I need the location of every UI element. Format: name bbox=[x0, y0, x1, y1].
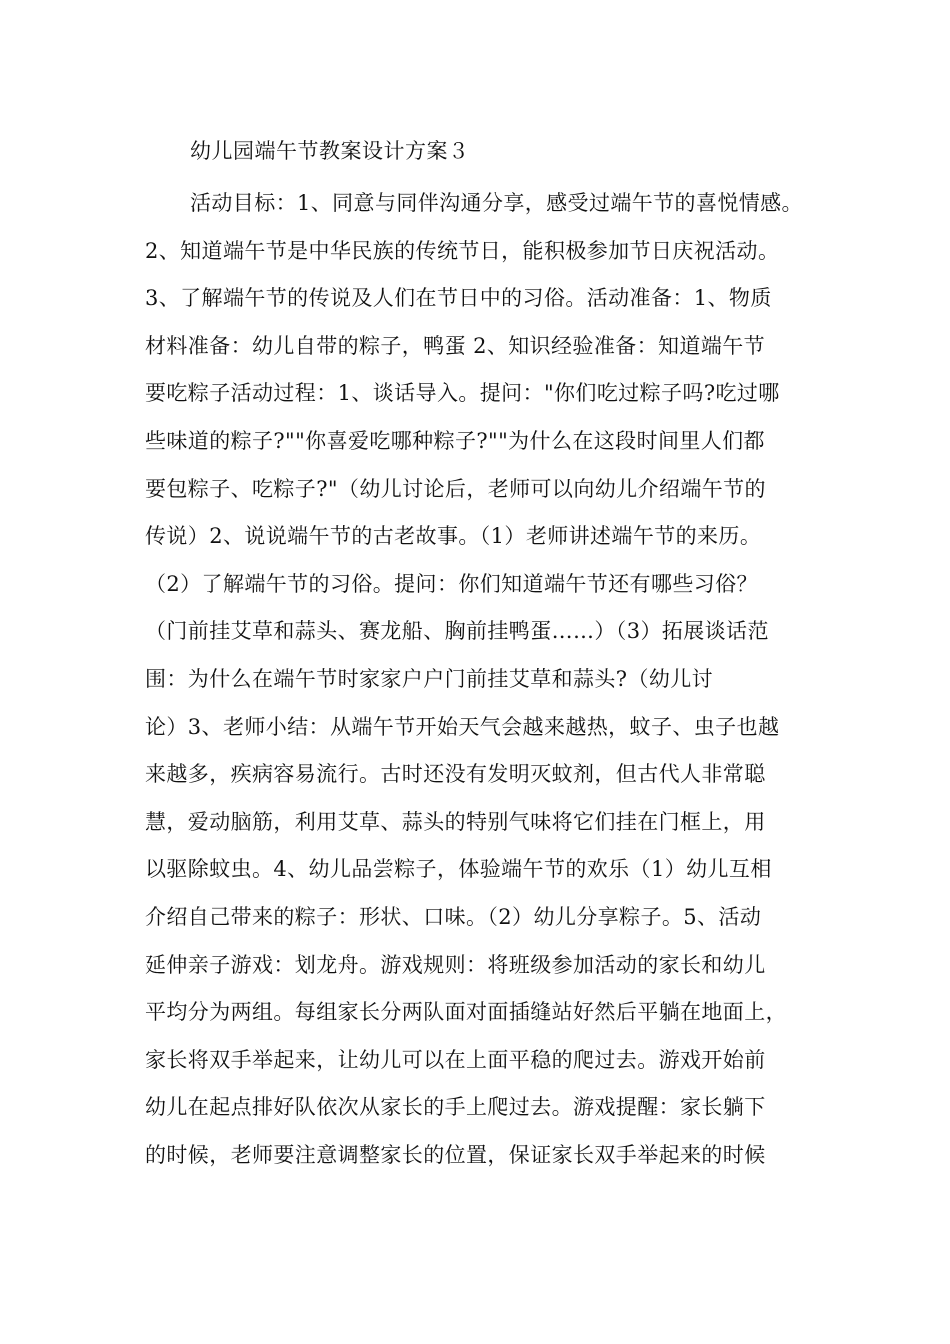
body-line: 材料准备：幼儿自带的粽子，鸭蛋 2、知识经验准备：知道端午节 bbox=[145, 333, 766, 358]
body-line: 的时候，老师要注意调整家长的位置，保证家长双手举起来的时候 bbox=[145, 1142, 766, 1167]
body-line: 平均分为两组。每组家长分两队面对面插缝站好然后平躺在地面上， bbox=[145, 1000, 787, 1025]
body-line: 延伸亲子游戏：划龙舟。游戏规则：将班级参加活动的家长和幼儿 bbox=[145, 952, 766, 977]
body-line: 3、了解端午节的传说及人们在节日中的习俗。活动准备：1、物质 bbox=[145, 286, 772, 311]
body-line: 论）3、老师小结：从端午节开始天气会越来越热，蚊子、虫子也越 bbox=[145, 714, 780, 739]
body-line: 些味道的粽子?""你喜爱吃哪种粽子?""为什么在这段时间里人们都 bbox=[145, 428, 765, 453]
body-line: 围：为什么在端午节时家家户户门前挂艾草和蒜头?（幼儿讨 bbox=[145, 666, 714, 691]
document-body bbox=[145, 180, 825, 1179]
body-line: 要包粽子、吃粽子?"（幼儿讨论后，老师可以向幼儿介绍端午节的 bbox=[145, 476, 766, 501]
body-line: 来越多，疾病容易流行。古时还没有发明灭蚊剂，但古代人非常聪 bbox=[145, 762, 766, 787]
body-line: （2）了解端午节的习俗。提问：你们知道端午节还有哪些习俗？ bbox=[145, 571, 758, 596]
body-line: （门前挂艾草和蒜头、赛龙船、胸前挂鸭蛋……）（3）拓展谈话范 bbox=[145, 619, 769, 644]
document-title: 幼儿园端午节教案设计方案３ bbox=[190, 139, 470, 163]
body-line: 要吃粽子活动过程：1、谈话导入。提问："你们吃过粽子吗?吃过哪 bbox=[145, 381, 780, 406]
body-line: 幼儿在起点排好队依次从家长的手上爬过去。游戏提醒：家长躺下 bbox=[145, 1095, 766, 1120]
body-line: 活动目标：1、同意与同伴沟通分享，感受过端午节的喜悦情感。 bbox=[190, 191, 803, 215]
body-line: 慧，爱动脑筋，利用艾草、蒜头的特别气味将它们挂在门框上，用 bbox=[145, 809, 766, 834]
body-line: 2、知道端午节是中华民族的传统节日，能积极参加节日庆祝活动。 bbox=[145, 238, 780, 263]
body-line: 介绍自己带来的粽子：形状、口味。（2）幼儿分享粽子。5、活动 bbox=[145, 904, 762, 929]
body-line: 传说）2、说说端午节的古老故事。（1）老师讲述端午节的来历。 bbox=[145, 524, 762, 549]
body-line: 家长将双手举起来，让幼儿可以在上面平稳的爬过去。游戏开始前 bbox=[145, 1047, 766, 1072]
body-line: 以驱除蚊虫。4、幼儿品尝粽子，体验端午节的欢乐（1）幼儿互相 bbox=[145, 857, 772, 882]
